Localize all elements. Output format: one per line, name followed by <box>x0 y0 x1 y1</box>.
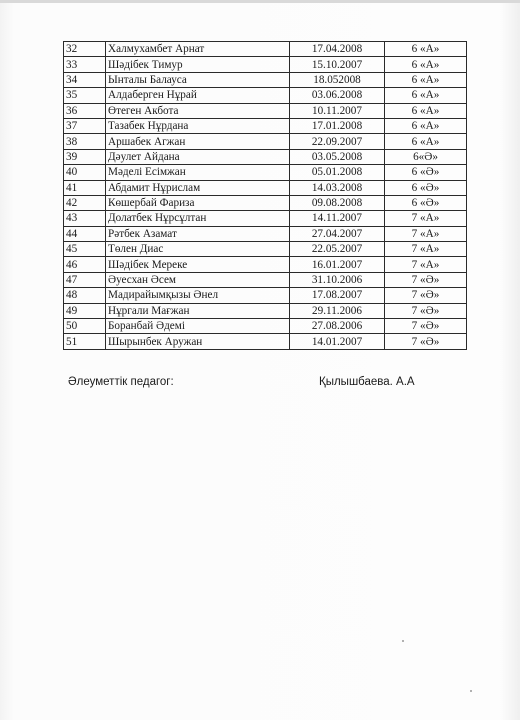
student-name: Шырынбек Аружан <box>106 334 290 349</box>
birth-date: 09.08.2008 <box>290 195 385 210</box>
table-row <box>64 195 467 210</box>
class-grade: 7 «Ә» <box>385 334 467 349</box>
signature-role-label: Әлеуметтік педагог: <box>68 376 174 388</box>
student-name: Халмухамбет Арнат <box>106 42 290 57</box>
birth-date: 03.05.2008 <box>290 149 385 164</box>
table-row <box>64 180 467 195</box>
student-name: Мадирайымқызы Әнел <box>106 288 290 303</box>
table-row <box>64 303 467 318</box>
student-name: Рәтбек Азамат <box>106 226 290 241</box>
class-grade: 7 «А» <box>385 257 467 272</box>
birth-date: 29.11.2006 <box>290 303 385 318</box>
row-number: 38 <box>64 134 106 149</box>
class-grade: 6 «А» <box>385 88 467 103</box>
student-name: Алдаберген Нұрай <box>106 88 290 103</box>
scan-speck <box>402 640 404 642</box>
birth-date: 03.06.2008 <box>290 88 385 103</box>
table-row <box>64 319 467 334</box>
student-name: Әуесхан Әсем <box>106 272 290 287</box>
table-row <box>64 72 467 87</box>
student-table <box>63 41 467 350</box>
student-name: Боранбай Әдемі <box>106 319 290 334</box>
student-name: Көшербай Фаризa <box>106 195 290 210</box>
row-number: 43 <box>64 211 106 226</box>
class-grade: 7 «А» <box>385 211 467 226</box>
class-grade: 7 «А» <box>385 242 467 257</box>
birth-date: 14.03.2008 <box>290 180 385 195</box>
class-grade: 6 «Ә» <box>385 165 467 180</box>
class-grade: 6«Ә» <box>385 149 467 164</box>
row-number: 33 <box>64 57 106 72</box>
class-grade: 7 «Ә» <box>385 303 467 318</box>
signatory-name: Қылышбаева. А.А <box>319 376 415 388</box>
row-number: 32 <box>64 42 106 57</box>
class-grade: 6 «А» <box>385 57 467 72</box>
scan-edge <box>0 0 520 3</box>
table-row <box>64 134 467 149</box>
birth-date: 27.04.2007 <box>290 226 385 241</box>
birth-date: 17.04.2008 <box>290 42 385 57</box>
class-grade: 6 «А» <box>385 72 467 87</box>
table-row <box>64 211 467 226</box>
table-row <box>64 272 467 287</box>
table-row <box>64 257 467 272</box>
row-number: 42 <box>64 195 106 210</box>
scan-speck <box>470 690 472 692</box>
birth-date: 16.01.2007 <box>290 257 385 272</box>
table-row <box>64 118 467 133</box>
row-number: 46 <box>64 257 106 272</box>
table-row <box>64 42 467 57</box>
table-row <box>64 242 467 257</box>
student-name: Шәдібек Тимур <box>106 57 290 72</box>
student-name: Дәулет Айдана <box>106 149 290 164</box>
birth-date: 27.08.2006 <box>290 319 385 334</box>
class-grade: 6 «Ә» <box>385 180 467 195</box>
birth-date: 10.11.2007 <box>290 103 385 118</box>
row-number: 36 <box>64 103 106 118</box>
birth-date: 17.01.2008 <box>290 118 385 133</box>
table-row <box>64 288 467 303</box>
class-grade: 6 «А» <box>385 42 467 57</box>
student-table-body <box>64 42 467 350</box>
student-name: Абдамит Нұрислам <box>106 180 290 195</box>
row-number: 49 <box>64 303 106 318</box>
row-number: 40 <box>64 165 106 180</box>
birth-date: 05.01.2008 <box>290 165 385 180</box>
row-number: 37 <box>64 118 106 133</box>
birth-date: 14.01.2007 <box>290 334 385 349</box>
class-grade: 7 «Ә» <box>385 319 467 334</box>
row-number: 47 <box>64 272 106 287</box>
student-name: Төлен Диас <box>106 242 290 257</box>
birth-date: 18.052008 <box>290 72 385 87</box>
class-grade: 7 «Ә» <box>385 288 467 303</box>
class-grade: 6 «А» <box>385 103 467 118</box>
birth-date: 14.11.2007 <box>290 211 385 226</box>
class-grade: 6 «А» <box>385 118 467 133</box>
row-number: 50 <box>64 319 106 334</box>
student-name: Мәделі Есімжан <box>106 165 290 180</box>
class-grade: 7 «А» <box>385 226 467 241</box>
row-number: 41 <box>64 180 106 195</box>
birth-date: 17.08.2007 <box>290 288 385 303</box>
class-grade: 6 «Ә» <box>385 195 467 210</box>
birth-date: 22.05.2007 <box>290 242 385 257</box>
table-row <box>64 103 467 118</box>
table-row <box>64 57 467 72</box>
row-number: 51 <box>64 334 106 349</box>
birth-date: 31.10.2006 <box>290 272 385 287</box>
table-row <box>64 149 467 164</box>
student-name: Өтеген Акбота <box>106 103 290 118</box>
birth-date: 22.09.2007 <box>290 134 385 149</box>
row-number: 35 <box>64 88 106 103</box>
table-row <box>64 88 467 103</box>
row-number: 48 <box>64 288 106 303</box>
table-row <box>64 334 467 349</box>
row-number: 45 <box>64 242 106 257</box>
student-name: Аршабек Агжан <box>106 134 290 149</box>
table-row <box>64 226 467 241</box>
class-grade: 7 «Ә» <box>385 272 467 287</box>
student-name: Нұргали Мағжан <box>106 303 290 318</box>
table-row <box>64 165 467 180</box>
student-name: Долатбек Нұрсұлтан <box>106 211 290 226</box>
row-number: 44 <box>64 226 106 241</box>
birth-date: 15.10.2007 <box>290 57 385 72</box>
class-grade: 6 «А» <box>385 134 467 149</box>
row-number: 34 <box>64 72 106 87</box>
row-number: 39 <box>64 149 106 164</box>
student-name: Ынталы Балауса <box>106 72 290 87</box>
student-name: Тазабек Нұрдана <box>106 118 290 133</box>
student-name: Шәдібек Мереке <box>106 257 290 272</box>
